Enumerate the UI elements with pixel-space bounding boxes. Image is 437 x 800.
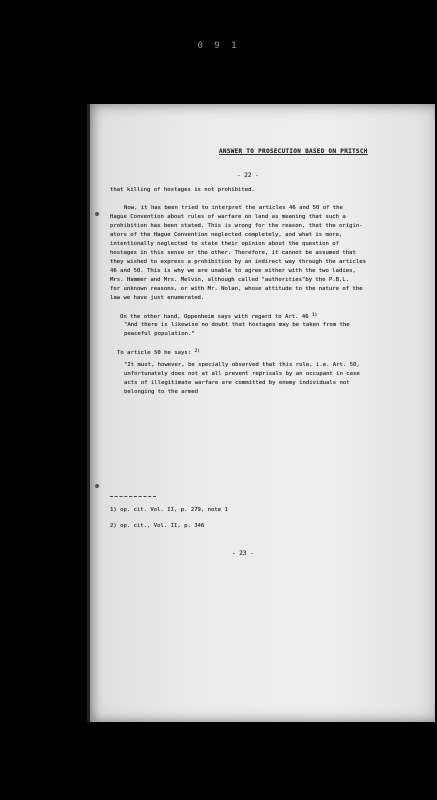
body-line-text: On the other hand, Oppenheim says with regard to Art. 46 (120, 314, 309, 320)
body-line: hostages in this sense or the other. Therefore, it cannot be assumed that (110, 250, 356, 256)
footnote: 1) op. cit. Vol. II, p. 279, note 1 (110, 507, 228, 513)
body-line: peaceful population." (124, 331, 195, 337)
body-line: that killing of hostages is not prohibited. (110, 187, 255, 193)
body-line: law we have just enumerated. (110, 295, 205, 301)
page-marker-top: - 22 - (237, 172, 259, 179)
footnote-separator (110, 496, 156, 497)
body-line: 46 and 50. This is why we are unable to agree either with the two ladies, (110, 268, 356, 274)
footnote: 2) op. cit., Vol. II, p. 346 (110, 523, 205, 529)
body-line: Mrs. Hammer and Mrs. Melvin, although called "authorities"by the P.B.L. (110, 277, 350, 283)
body-line: prohibition has been stated. This is wrong for the reason, that the origin- (110, 223, 363, 229)
body-line: "And there is likewise no doubt that hostages may be taken from the (124, 322, 350, 328)
body-line: Hague Convention about rules of warfare on land as meaning that such a (110, 214, 346, 220)
body-line: acts of illegitimate warfare are committed by enemy individuals not (124, 380, 350, 386)
body-line: "It must, however, be specially observed that this rule, i.e. Art. 50, (124, 362, 360, 368)
body-line: Now, it has been tried to interpret the articles 46 and 50 of the (124, 205, 343, 211)
body-line (117, 348, 200, 357)
page-marker-bottom: - 23 - (232, 550, 254, 557)
footnote-mark: 2) (194, 349, 200, 354)
frame-number: 0 9 1 (197, 41, 240, 51)
body-line: belonging to the armed (124, 389, 199, 395)
body-line (120, 312, 317, 321)
binding-hole (95, 212, 99, 216)
body-line: for unknown reasons, or with Mr. Nolan, whose attitude to the nature of the (110, 286, 363, 292)
binding-hole (95, 484, 99, 488)
body-line-text: To article 50 he says: (117, 350, 192, 356)
footnote-mark: 1) (311, 313, 318, 318)
body-line: ators of the Hague Convention neglected completely, and what is more, (110, 232, 343, 238)
body-line: unfortunately does not at all prevent reprisals by an occupant in case (124, 371, 360, 377)
header-title: ANSWER TO PROSECUTION BASED ON PRITSCH (219, 148, 368, 155)
body-line: they wished to express a prohibition by an indirect way through the articles (110, 259, 366, 265)
body-line: intentionally neglected to state their opinion about the question of (110, 241, 340, 247)
document-page (87, 104, 435, 722)
